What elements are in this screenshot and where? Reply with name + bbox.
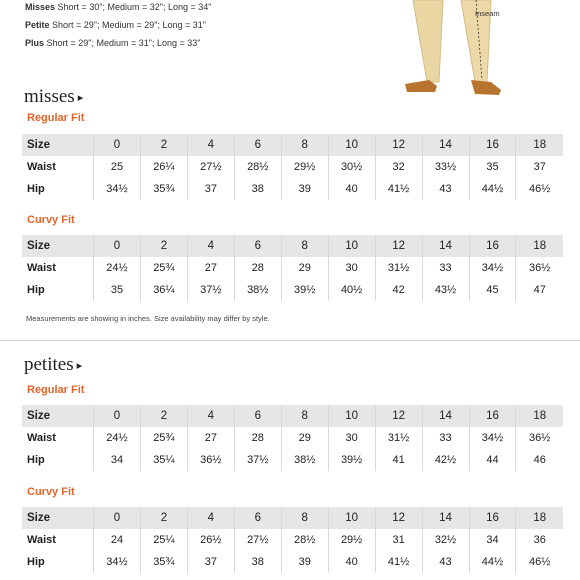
size-cell: 12	[375, 134, 422, 156]
size-cell: 2	[140, 507, 187, 529]
waist-cell: 24½	[94, 257, 141, 279]
size-cell: 10	[328, 405, 375, 427]
left-leg	[413, 0, 443, 82]
hip-cell: 40	[328, 178, 375, 200]
waist-cell: 28½	[234, 156, 281, 178]
hip-cell: 42	[375, 279, 422, 301]
waist-cell: 29	[281, 427, 328, 449]
waist-cell: 31½	[375, 427, 422, 449]
size-cell: 6	[234, 235, 281, 257]
hip-cell: 40½	[328, 279, 375, 301]
row-label: Hip	[27, 556, 45, 568]
table-row-waist	[22, 427, 563, 449]
hip-cell: 43	[422, 178, 469, 200]
waist-cell: 27	[187, 257, 234, 279]
size-table-misses-curvy	[22, 235, 563, 301]
size-cell: 2	[140, 405, 187, 427]
hip-cell: 41½	[375, 551, 422, 573]
chevron-right-icon: ▸	[76, 360, 83, 373]
inseam-label: Inseam	[475, 9, 500, 18]
waist-cell: 28	[234, 257, 281, 279]
size-cell: 2	[140, 235, 187, 257]
waist-cell: 33	[422, 257, 469, 279]
hip-cell: 46	[516, 449, 563, 471]
waist-cell: 28½	[281, 529, 328, 551]
hip-cell: 41½	[375, 178, 422, 200]
waist-cell: 31	[375, 529, 422, 551]
fit-label-curvy: Curvy Fit	[27, 486, 75, 498]
hip-cell: 35	[94, 279, 141, 301]
hip-cell: 39½	[281, 279, 328, 301]
waist-cell: 32	[375, 156, 422, 178]
row-label: Hip	[27, 284, 45, 296]
waist-cell: 35	[469, 156, 516, 178]
hip-cell: 40	[328, 551, 375, 573]
hip-cell: 46½	[516, 551, 563, 573]
hip-cell: 47	[516, 279, 563, 301]
hip-cell: 34½	[94, 551, 141, 573]
size-cell: 8	[281, 405, 328, 427]
row-label: Waist	[27, 432, 56, 444]
hip-cell: 39	[281, 178, 328, 200]
waist-cell: 30	[328, 257, 375, 279]
size-cell: 2	[140, 134, 187, 156]
table-row-waist	[22, 156, 563, 178]
section-title-text: misses	[24, 86, 75, 107]
fit-label-curvy: Curvy Fit	[27, 214, 75, 226]
right-shoe	[471, 80, 501, 95]
hip-cell: 38½	[281, 449, 328, 471]
size-table-petites-regular	[22, 405, 563, 471]
model-legs-illustration	[395, 0, 515, 100]
table-row-size	[22, 134, 563, 156]
table-row-hip	[22, 279, 563, 301]
table-row-size	[22, 235, 563, 257]
hip-cell: 43	[422, 551, 469, 573]
hip-cell: 39½	[328, 449, 375, 471]
size-cell: 18	[516, 134, 563, 156]
row-label: Hip	[27, 454, 45, 466]
section-divider	[0, 340, 580, 341]
waist-cell: 33½	[422, 156, 469, 178]
row-label: Waist	[27, 161, 56, 173]
waist-cell: 27	[187, 427, 234, 449]
size-cell: 12	[375, 405, 422, 427]
waist-cell: 27½	[187, 156, 234, 178]
waist-cell: 29½	[281, 156, 328, 178]
size-cell: 0	[94, 235, 141, 257]
hip-cell: 36½	[187, 449, 234, 471]
table-row-hip	[22, 178, 563, 200]
waist-cell: 25¾	[140, 427, 187, 449]
hip-cell: 36¼	[140, 279, 187, 301]
waist-cell: 29½	[328, 529, 375, 551]
size-cell: 4	[187, 405, 234, 427]
row-label: Waist	[27, 534, 56, 546]
waist-cell: 36	[516, 529, 563, 551]
waist-cell: 29	[281, 257, 328, 279]
row-label: Waist	[27, 262, 56, 274]
hip-cell: 46½	[516, 178, 563, 200]
size-cell: 16	[469, 235, 516, 257]
size-cell: 16	[469, 134, 516, 156]
size-cell: 14	[422, 405, 469, 427]
waist-cell: 24½	[94, 427, 141, 449]
waist-cell: 32½	[422, 529, 469, 551]
hip-cell: 39	[281, 551, 328, 573]
inseam-values: Short = 29"; Medium = 29"; Long = 31"	[52, 20, 206, 30]
chevron-right-icon: ▸	[77, 92, 84, 105]
hip-cell: 35¾	[140, 551, 187, 573]
waist-cell: 34	[469, 529, 516, 551]
size-table-misses-regular	[22, 134, 563, 200]
hip-cell: 38	[234, 178, 281, 200]
inseam-misses	[25, 2, 211, 12]
waist-cell: 33	[422, 427, 469, 449]
size-cell: 0	[94, 507, 141, 529]
hip-cell: 41	[375, 449, 422, 471]
size-cell: 4	[187, 235, 234, 257]
waist-cell: 27½	[234, 529, 281, 551]
waist-cell: 30	[328, 427, 375, 449]
hip-cell: 37	[187, 178, 234, 200]
waist-cell: 28	[234, 427, 281, 449]
size-cell: 4	[187, 134, 234, 156]
waist-cell: 37	[516, 156, 563, 178]
fit-label-regular: Regular Fit	[27, 384, 85, 396]
hip-cell: 34½	[94, 178, 141, 200]
inseam-group: Petite	[25, 20, 50, 30]
size-cell: 12	[375, 507, 422, 529]
size-table-petites-curvy	[22, 507, 563, 573]
table-row-size	[22, 405, 563, 427]
table-row-waist	[22, 257, 563, 279]
row-label: Size	[22, 235, 94, 257]
waist-cell: 25	[94, 156, 141, 178]
waist-cell: 25¼	[140, 529, 187, 551]
size-cell: 12	[375, 235, 422, 257]
size-cell: 10	[328, 134, 375, 156]
table-row-waist	[22, 529, 563, 551]
hip-cell: 44	[469, 449, 516, 471]
row-label: Hip	[27, 183, 45, 195]
inseam-petite	[25, 20, 206, 30]
section-title-text: petites	[24, 354, 74, 375]
size-cell: 0	[94, 405, 141, 427]
table-row-hip	[22, 551, 563, 573]
section-title-misses	[24, 86, 83, 108]
waist-cell: 24	[94, 529, 141, 551]
size-cell: 8	[281, 134, 328, 156]
size-cell: 4	[187, 507, 234, 529]
fit-label-regular: Regular Fit	[27, 112, 85, 124]
size-cell: 6	[234, 134, 281, 156]
hip-cell: 43½	[422, 279, 469, 301]
inseam-group: Misses	[25, 2, 56, 12]
size-cell: 16	[469, 507, 516, 529]
size-cell: 10	[328, 235, 375, 257]
size-cell: 10	[328, 507, 375, 529]
hip-cell: 45	[469, 279, 516, 301]
row-label: Size	[22, 134, 94, 156]
size-cell: 8	[281, 507, 328, 529]
waist-cell: 36½	[516, 257, 563, 279]
hip-cell: 35¾	[140, 178, 187, 200]
size-cell: 18	[516, 235, 563, 257]
hip-cell: 34	[94, 449, 141, 471]
size-cell: 6	[234, 405, 281, 427]
hip-cell: 38	[234, 551, 281, 573]
section-title-petites	[24, 354, 82, 376]
inseam-plus	[25, 38, 200, 48]
size-cell: 8	[281, 235, 328, 257]
size-cell: 18	[516, 507, 563, 529]
row-label: Size	[22, 405, 94, 427]
waist-cell: 30½	[328, 156, 375, 178]
waist-cell: 26½	[187, 529, 234, 551]
hip-cell: 37	[187, 551, 234, 573]
hip-cell: 44½	[469, 551, 516, 573]
table-row-size	[22, 507, 563, 529]
inseam-group: Plus	[25, 38, 45, 48]
waist-cell: 34½	[469, 427, 516, 449]
size-cell: 16	[469, 405, 516, 427]
row-label: Size	[22, 507, 94, 529]
hip-cell: 42½	[422, 449, 469, 471]
size-cell: 0	[94, 134, 141, 156]
hip-cell: 35¼	[140, 449, 187, 471]
size-cell: 18	[516, 405, 563, 427]
hip-cell: 44½	[469, 178, 516, 200]
inseam-values: Short = 30"; Medium = 32"; Long = 34"	[57, 2, 212, 12]
hip-cell: 37½	[234, 449, 281, 471]
hip-cell: 37½	[187, 279, 234, 301]
size-cell: 6	[234, 507, 281, 529]
waist-cell: 31½	[375, 257, 422, 279]
waist-cell: 26¼	[140, 156, 187, 178]
table-row-hip	[22, 449, 563, 471]
inseam-values: Short = 29"; Medium = 31"; Long = 33"	[46, 38, 201, 48]
waist-cell: 25¾	[140, 257, 187, 279]
waist-cell: 34½	[469, 257, 516, 279]
size-cell: 14	[422, 507, 469, 529]
waist-cell: 36½	[516, 427, 563, 449]
hip-cell: 38½	[234, 279, 281, 301]
size-cell: 14	[422, 235, 469, 257]
measurement-note: Measurements are showing in inches. Size availability may differ by style.	[26, 314, 270, 323]
size-cell: 14	[422, 134, 469, 156]
